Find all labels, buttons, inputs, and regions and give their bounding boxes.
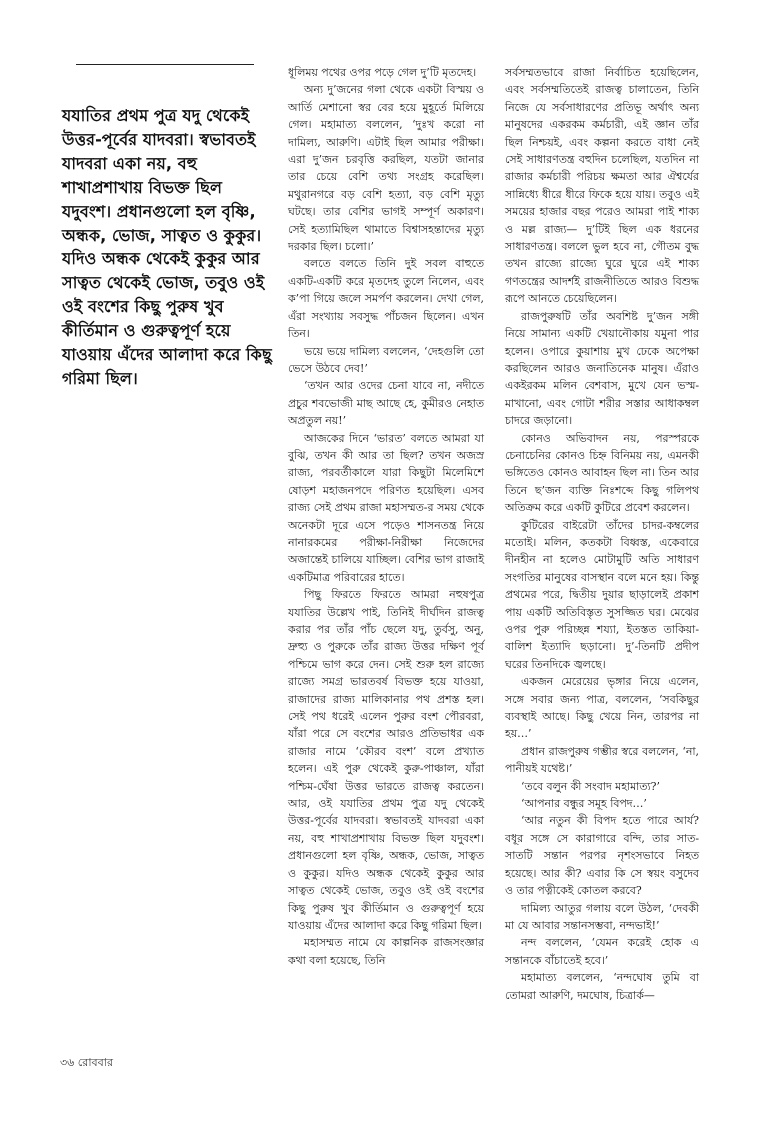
paragraph: রাজপুরুষটি তাঁর অবশিষ্ট দু’জন সঙ্গী নিয়ে সামান্য একটি খেয়ানৌকায় যমুনা পার হলেন। ওপারে কুয়াশায় মুখ ঢেকে অপেক্ষা করছিলেন আরও জনাতিনেক মানুষ। এঁরাও একইরকম মলিন বেশবাস, মুখে যেন ভস্ম-মাখানো, এবং গোটা শরীর সস্তার আধাকম্বল চাদরে জড়ানো। — [505, 309, 699, 428]
article-column-2 — [505, 64, 699, 1004]
paragraph: আজকের দিনে ‘ভারত’ বলতে আমরা যা বুঝি, তখন কী আর তা ছিল? তখন অজস্র রাজ্য, পরবর্তীকালে যারা কিছুটা মিলেমিশে ষোড়শ মহাজনপদে পরিণত হয়েছিল। এসব রাজ্য সেই প্রথম রাজা মহাসম্মত-র সময় থেকে অনেকটা দূরে এসে পড়েও শাসনতন্ত্র নিয়ে নানারকমের পরীক্ষা-নিরীক্ষা নিজেদের অজান্তেই চালিয়ে যাচ্ছিল। বেশির ভাগ রাজাই একটিমাত্র পরিবারের হাতে। — [288, 431, 484, 584]
paragraph: একজন মেরেয়ের ভৃঙ্গার নিয়ে এলেন, সঙ্গে সবার জন্য পাত্র, বললেন, ‘সবকিছুর ব্যবস্থাই আছে। কিছু খেয়ে নিন, তারপর না হয়…’ — [505, 675, 699, 741]
paragraph: ‘তবে বলুন কী সংবাদ মহামাত্য?’ — [521, 779, 660, 793]
top-rule — [76, 64, 254, 65]
paragraph: দামিল্য আতুর গলায় বলে উঠল, ‘দেবকী মা যে আবার সন্তানসম্ভবা, নন্দভাই!’ — [505, 901, 699, 932]
paragraph: ‘আপনার বন্ধুর সমূহ বিপদ…’ — [521, 797, 647, 811]
paragraph: ‘আর নতুন কী বিপদ হতে পারে আর্য? বধূর সঙ্গে সে কারাগারে বন্দি, তার সাত-সাতটি সন্তান পরপর নৃশংসভাবে নিহত হয়েছে। আর কী? এবার কি সে স্বয়ং বসুদেব ও তার পত্নীকেই কোতল করবে? — [505, 814, 699, 898]
paragraph: প্রধান রাজপুরুষ গম্ভীর স্বরে বললেন, ‘না, পানীয়ই যথেষ্ট।’ — [505, 744, 699, 776]
page-folio: ৩৬ রোববার — [60, 1056, 113, 1069]
paragraph: কোনও অভিবাদন নয়, পরস্পরকে চেনাচেনির কোনও চিহ্ন বিনিময় নয়, এমনকী ভঙ্গিতেও কোনও আবাহন ছিল না। তিন আর তিনে ছ’জন ব্যক্তি নিঃশব্দে কিছু গলিপথ অতিক্রম করে একটি কুটিরে প্রবেশ করলেন। — [505, 431, 699, 515]
paragraph: অন্য দু’জনের গলা থেকে একটা বিস্ময় ও আর্তি মেশানো স্বর বের হয়ে মুহূর্তে মিলিয়ে গেল। মহামাত্য বললেন, ‘দুঃখ করো না দামিল্য, আরুণি। এটাই ছিল আমার পরীক্ষা। এরা দু’জন চরবৃত্তি করছিল, যতটা জানার তার চেয়ে বেশি তথ্য সংগ্রহ করেছিল। মথুরানগরে বড় বেশি হত্যা, বড় বেশি মৃত্যু ঘটছে। তার বেশির ভাগই সম্পূর্ণ অকারণ। সেই হত্যামিছিল থামাতে বিশ্বাসহন্তাদের মৃত্যু দরকার ছিল। চলো।’ — [288, 83, 484, 254]
paragraph: মহামাত্য বললেন, ‘নন্দঘোষ তুমি বা তোমরা আরুণি, দমঘোষ, চিত্রার্ক— — [505, 971, 699, 1002]
paragraph: সর্বসম্মতভাবে রাজা নির্বাচিত হয়েছিলেন, এবং সর্বসম্মতিতেই রাজত্ব চালাতেন, তিনি নিজে যে সর্বসাধারণের প্রতিভূ অর্থাৎ অন্য মানুষদের একরকম কর্মচারী, এই জ্ঞান তাঁর ছিল নিশ্চয়ই, এবং কল্পনা করতে বাধা নেই সেই সাধারণতন্ত্র বহুদিন চলেছিল, যতদিন না রাজার কর্মচারী পরিচয় ক্ষমতা আর ঐশ্বর্যের সান্নিধ্যে ধীরে ধীরে ফিকে হয়ে যায়। তবুও এই সময়ের হাজার বছর পরেও আমরা পাই শাক্য ও মল্ল রাজ্য— দু’টিই ছিল এক ধরনের সাধারণতন্ত্র। বললে ভুল হবে না, গৌতম বুদ্ধ তখন রাজ্যে রাজ্যে ঘুরে ঘুরে এই শাক্য গণতন্ত্রের আদর্শই রাজনীতিতে আরও বিশুদ্ধ রূপে আনতে চেয়েছিলেন। — [505, 66, 699, 306]
pull-quote: যযাতির প্রথম পুত্র যদু থেকেই উত্তর-পূর্বের যাদবরা। স্বভাবতই যাদবরা একা নয়, বহু শাখাপ্রশাখায় বিভক্ত ছিল যদুবংশ। প্রধানগুলো হল বৃষ্ণি, অন্ধক, ভোজ, সাত্বত ও কুকুর। যদিও অন্ধক থেকেই কুকুর আর সাত্বত থেকেই ভোজ, তবুও ওই ওই বংশের কিছু পুরুষ খুব কীর্তিমান ও গুরুত্বপূর্ণ হয়ে যাওয়ায় এঁদের আলাদা করে কিছু গরিমা ছিল। — [62, 106, 272, 388]
paragraph: ‘তখন আর ওদের চেনা যাবে না, নদীতে প্রচুর শবভোজী মাছ আছে হে, কুমীরও নেহাত অপ্রতুল নয়!’ — [288, 379, 484, 428]
article-column-1 — [288, 64, 484, 969]
paragraph: মহাসম্মত নামে যে কাল্পনিক রাজসংজ্ঞার কথা বলা হয়েছে, তিনি — [288, 936, 484, 967]
paragraph: পিছু ফিরতে ফিরতে আমরা নহুষপুত্র যযাতির উল্লেখ পাই, তিনিই দীর্ঘদিন রাজত্ব করার পর তাঁর পাঁচ ছেলে যদু, তুর্বসু, অনু, দ্রুহ্যু ও পুরুকে তাঁর রাজ্য উত্তর দক্ষিণ পূর্ব পশ্চিমে ভাগ করে দেন। সেই শুরু হল রাজ্যে রাজ্যে সমগ্র ভারতবর্ষ বিভক্ত হয়ে যাওয়া, রাজাদের রাজ্য মালিকানার পথ প্রশস্ত হল। সেই পথ ধরেই এলেন পুরুর বংশ পৌরবরা, যাঁরা পরে সে বংশের আরও প্রতিভাধর এক রাজার নামে ‘কৌরব বংশ’ বলে প্রখ্যাত হলেন। এই পুরু থেকেই কুরু-পাঞ্চাল, যাঁরা পশ্চিম-ঘেঁষা উত্তর ভারতে রাজত্ব করতেন। আর, ওই যযাতির প্রথম পুত্র যদু থেকেই উত্তর-পূর্বের যাদবরা। স্বভাবতই যাদবরা একা নয়, বহু শাখাপ্রশাখায় বিভক্ত ছিল যদুবংশ। প্রধানগুলো হল বৃষ্ণি, অন্ধক, ভোজ, সাত্বত ও কুকুর। যদিও অন্ধক থেকেই কুকুর আর সাত্বত থেকেই ভোজ, তবুও ওই ওই বংশের কিছু পুরুষ খুব কীর্তিমান ও গুরুত্বপূর্ণ হয়ে যাওয়ায় এঁদের আলাদা করে কিছু গরিমা ছিল। — [288, 588, 484, 932]
paragraph: ভয়ে ভয়ে দামিল্য বললেন, ‘দেহগুলি তো ভেসে উঠবে দেব!’ — [288, 344, 484, 375]
paragraph: বলতে বলতে তিনি দুই সবল বাহুতে একটি-একটি করে মৃতদেহ তুলে নিলেন, এবং ক’পা গিয়ে জলে সমর্পণ করলেন। দেখা গেল, এঁরা সংখ্যায় সবসুদ্ধ পাঁচজন ছিলেন। এখন তিন। — [288, 257, 484, 341]
paragraph: ধূলিময় পথের ওপর পড়ে গেল দু’টি মৃতদেহ। — [288, 66, 477, 79]
paragraph: কুটিরের বাইরেটা তাঁদের চাদর-কম্বলের মতোই। মলিন, কতকটা বিধ্বস্ত, একেবারে দীনহীন না হলেও মোটামুটি অতি সাধারণ সংগতির মানুষের বাসস্থান বলে মনে হয়। কিন্তু প্রথমের পরে, দ্বিতীয় দুয়ার ছাড়ালেই প্রকাশ পায় একটি অতিবিস্তৃত সুসজ্জিত ঘর। মেঝের ওপর পুরু পরিচ্ছন্ন শয্যা, ইতস্তত তাকিয়া-বালিশ ইত্যাদি ছড়ানো। দু’-তিনটি প্রদীপ ঘরের তিনদিকে জ্বলছে। — [505, 518, 699, 671]
paragraph: নন্দ বললেন, ‘যেমন করেই হোক এ সন্তানকে বাঁচাতেই হবে।’ — [505, 936, 699, 967]
